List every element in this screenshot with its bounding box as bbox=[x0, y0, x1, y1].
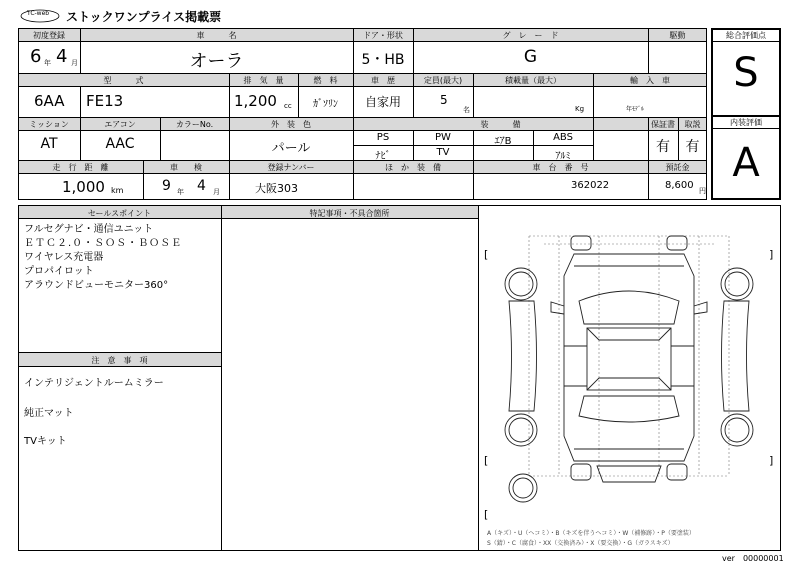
legend-line-2: S（錆）・C（腐食）・XX（交換済み）・X（要交換）・G（ガラスキズ） bbox=[487, 540, 674, 547]
mileage-label: 走 行 距 離 bbox=[52, 163, 109, 172]
list-item: 純正マット bbox=[24, 408, 74, 419]
insp-year: 9 bbox=[162, 178, 171, 194]
manual-label: 取説 bbox=[684, 120, 701, 129]
interior-rating-label: 内装評価 bbox=[730, 118, 762, 127]
aircon: AAC bbox=[105, 136, 135, 152]
deposit-label: 預託金 bbox=[665, 163, 690, 172]
grade-label: グ レ ー ド bbox=[502, 31, 559, 40]
plate-label: 登録ナンバー bbox=[267, 163, 315, 172]
list-item: フルセグナビ・通信ユニット bbox=[24, 224, 154, 235]
door-shape: 5・HB bbox=[361, 52, 405, 68]
list-item: ＥＴＣ２.０・ＳＯＳ・ＢＯＳＥ bbox=[24, 238, 183, 249]
load-label: 積載量（最大） bbox=[505, 76, 561, 85]
car-damage-diagram bbox=[479, 206, 780, 550]
model-label: 型 式 bbox=[103, 76, 144, 85]
notes-label: 注 意 事 項 bbox=[91, 356, 148, 365]
warranty: 有 bbox=[656, 139, 670, 155]
fuel-label: 燃 料 bbox=[313, 76, 338, 85]
equip-abs: ABS bbox=[553, 132, 573, 143]
list-item: プロパイロット bbox=[24, 266, 94, 277]
equip-alloy: ｱﾙﾐ bbox=[555, 151, 571, 162]
capacity: 5 bbox=[440, 93, 448, 107]
first-reg-month: 4 bbox=[56, 46, 68, 67]
door-shape-label: ドア・形状 bbox=[363, 31, 403, 40]
warranty-label: 保証書 bbox=[651, 120, 675, 129]
logo bbox=[20, 8, 60, 22]
list-item: ワイヤレス充電器 bbox=[24, 252, 104, 263]
insp-year-unit: 年 bbox=[177, 188, 184, 196]
version: ver 00000001 bbox=[722, 554, 784, 563]
overall-rating-label: 総合評価点 bbox=[726, 31, 766, 40]
stock-no-label: 車 台 番 号 bbox=[532, 163, 589, 172]
first-reg-year: 6 bbox=[30, 46, 42, 67]
aircon-label: エアコン bbox=[104, 120, 136, 129]
displacement-label: 排 気 量 bbox=[243, 76, 284, 85]
equipment-label: 装 備 bbox=[480, 120, 521, 129]
displacement: 1,200 bbox=[234, 92, 277, 110]
mission-label: ミッション bbox=[29, 120, 69, 129]
inspection-label: 車 検 bbox=[170, 163, 202, 172]
exterior-color: パール bbox=[271, 141, 311, 156]
history: 自家用 bbox=[364, 95, 401, 109]
list-item: インテリジェントルームミラー bbox=[24, 378, 164, 389]
sales-point-list bbox=[24, 223, 182, 293]
color-no-label: カラーNo. bbox=[175, 120, 214, 129]
drive-label: 駆動 bbox=[669, 31, 686, 40]
model-code: 6AA bbox=[34, 92, 65, 110]
list-item: TVキット bbox=[24, 436, 67, 447]
load-unit: Kg bbox=[575, 105, 585, 113]
bracket-right-2: ] bbox=[769, 454, 774, 467]
model-year-unit: 年ﾓﾃﾞﾙ bbox=[626, 106, 645, 113]
equip-ps: PS bbox=[376, 132, 390, 143]
page-title: ストックワンプライス掲載票 bbox=[66, 10, 222, 24]
equip-tv: TV bbox=[436, 147, 450, 158]
grade: G bbox=[523, 47, 538, 67]
mileage: 1,000 bbox=[62, 178, 105, 196]
car-name: オーラ bbox=[189, 51, 244, 72]
bracket-right-1: ] bbox=[769, 248, 774, 261]
year-unit: 年 bbox=[44, 59, 51, 67]
bracket-left-1: [ bbox=[484, 248, 489, 261]
special-notes-label: 特記事項・不具合箇所 bbox=[309, 209, 390, 218]
fuel: ｶﾞｿﾘﾝ bbox=[313, 99, 338, 110]
insp-month-unit: 月 bbox=[213, 188, 220, 196]
equip-pw: PW bbox=[435, 132, 451, 143]
deposit: 8,600 bbox=[665, 180, 694, 191]
import-label: 輸 入 車 bbox=[630, 76, 670, 85]
model-name: FE13 bbox=[86, 92, 124, 110]
bracket-left-3: [ bbox=[484, 508, 489, 521]
mission: AT bbox=[40, 136, 58, 152]
capacity-unit: 名 bbox=[463, 106, 470, 114]
logo-text: TC-web bbox=[27, 10, 50, 17]
capacity-label: 定員(最大) bbox=[423, 76, 463, 85]
month-unit: 月 bbox=[71, 59, 78, 67]
other-equip-label: ほ か 装 備 bbox=[385, 163, 441, 172]
manual: 有 bbox=[685, 139, 700, 155]
stock-no: 362022 bbox=[571, 180, 610, 191]
notes-list bbox=[24, 374, 164, 447]
history-label: 車 歴 bbox=[371, 76, 395, 85]
plate: 大阪303 bbox=[255, 182, 298, 195]
overall-rating: S bbox=[733, 50, 759, 96]
exterior-color-label: 外 装 色 bbox=[271, 120, 311, 129]
interior-rating: A bbox=[732, 140, 760, 186]
deposit-unit: 円 bbox=[699, 187, 706, 195]
sales-point-label: セールスポイント bbox=[87, 209, 152, 218]
equip-airbag: ｴｱB bbox=[494, 136, 512, 147]
car-name-label: 車 名 bbox=[196, 31, 237, 40]
mileage-unit: km bbox=[111, 186, 124, 195]
bracket-left-2: [ bbox=[484, 454, 489, 467]
displacement-unit: cc bbox=[284, 102, 292, 110]
equip-navi: ﾅﾋﾞ bbox=[375, 151, 391, 162]
first-reg-label: 初度登録 bbox=[33, 31, 65, 40]
insp-month: 4 bbox=[197, 178, 206, 194]
legend-line-1: A（キズ）・U（ヘコミ）・B（キズを伴うヘコミ）・W（補修跡）・P（要塗装） bbox=[487, 530, 695, 537]
list-item: アラウンドビューモニター360° bbox=[24, 280, 169, 291]
